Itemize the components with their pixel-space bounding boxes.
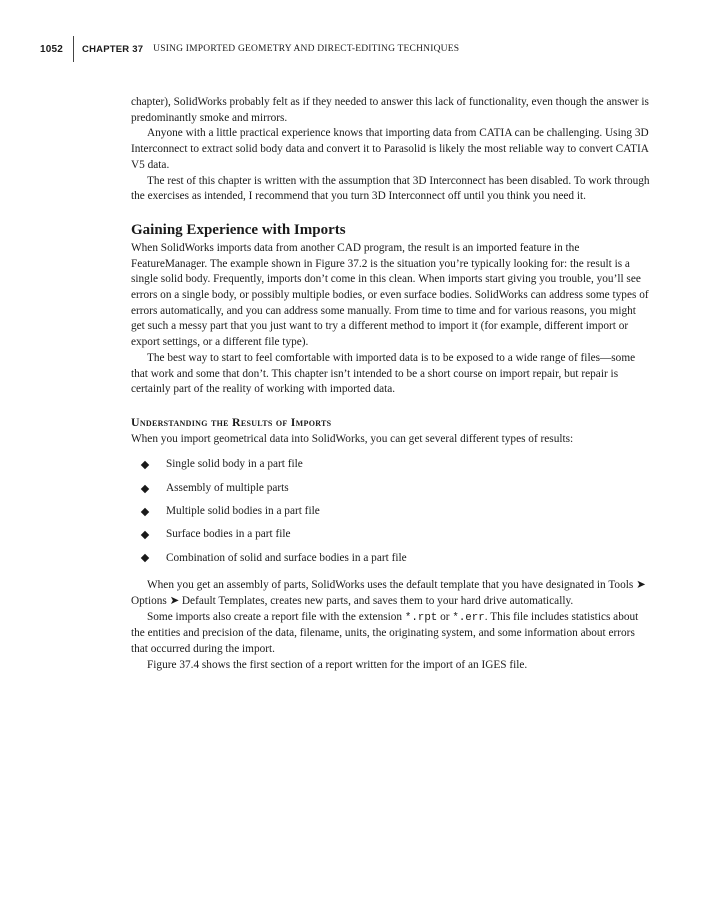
diamond-bullet-icon: [141, 531, 149, 539]
diamond-bullet-icon: [141, 508, 149, 516]
diamond-bullet-icon: [141, 461, 149, 469]
running-head: [40, 36, 459, 62]
list-item: [131, 477, 651, 500]
section1-paragraph-2: The best way to start to feel comfortable with imported data is to be exposed to a wide range of files—some that work and some that don’t. This chapter isn’t intended to be a short course on import repair, but repair is certainly part of the reality of working with imported data.: [131, 351, 636, 396]
extension-err: *.err: [452, 611, 485, 624]
intro-paragraph-1: chapter), SolidWorks probably felt as if they needed to answer this lack of functionality, even though the answer is predominantly smoke and mirrors.: [131, 96, 649, 124]
chapter-label: CHAPTER 37: [82, 43, 144, 55]
section2-paragraph-4: Figure 37.4 shows the first section of a report written for the import of an IGES file.: [147, 658, 528, 671]
intro-paragraph-3: The rest of this chapter is written with the assumption that 3D Interconnect has been disabled. To work through the exercises as intended, I recommend that you turn 3D Interconnect off until you think you need it.: [131, 174, 650, 203]
list-item: [131, 524, 651, 547]
list-item-text: Assembly of multiple parts: [166, 481, 289, 494]
list-item-text: Combination of solid and surface bodies in a part file: [166, 551, 407, 564]
diamond-bullet-icon: [141, 554, 149, 562]
list-item-text: Multiple solid bodies in a part file: [166, 505, 320, 518]
header-divider: [73, 36, 74, 62]
section-heading-gaining-experience: Gaining Experience with Imports: [131, 221, 346, 238]
chapter-title: USING IMPORTED GEOMETRY AND DIRECT-EDITING TECHNIQUES: [153, 44, 460, 54]
section2-paragraph-2: When you get an assembly of parts, SolidWorks uses the default template that you have designated in Tools ➤ Options ➤ Default Templates, creates new parts, and saves them to your hard drive automatically.: [131, 579, 646, 607]
list-item: [131, 500, 651, 523]
diamond-bullet-icon: [141, 484, 149, 492]
results-bullet-list: [131, 454, 651, 570]
list-item: [131, 547, 651, 570]
report-text-before: Some imports also create a report file with the extension: [147, 610, 405, 623]
page-number: 1052: [40, 43, 64, 55]
section2-paragraph-3: [131, 610, 651, 658]
section1-paragraph-1: When SolidWorks imports data from another CAD program, the result is an imported feature in the FeatureManager. The example shown in Figure 37.2 is the situation you’re typically looking for: the result is a single solid body. Frequently, imports don’t come in this clean. When imports start giving you trouble, you’ll see errors on a single body, or possibly multiple bodies, or even surface bodies. SolidWorks can address some types of errors automatically, and you can address some manually. From time to time and for various reasons, you might get such a messy part that you just want to try a different method to import it (for example, different import or export settings, or a different file type).: [131, 241, 649, 349]
report-text-or: or: [437, 610, 453, 623]
section2-paragraph-1: When you import geometrical data into SolidWorks, you can get several different types of results:: [131, 432, 574, 445]
list-item: [131, 454, 651, 477]
extension-rpt: *.rpt: [404, 611, 438, 624]
list-item-text: Surface bodies in a part file: [166, 528, 291, 541]
intro-paragraph-2: Anyone with a little practical experience knows that importing data from CATIA can be challenging. Using 3D Interconnect to extract solid body data and convert it to Parasolid is likely the most reliable way to convert CATIA V5 data.: [131, 127, 649, 171]
subsection-heading-understanding-results: Understanding the Results of Imports: [131, 414, 332, 429]
list-item-text: Single solid body in a part file: [166, 458, 303, 471]
page-body: [131, 95, 651, 673]
report-text-after: . This file includes statistics about the entities and precision of the data, filename, units, the originating system, and some information about errors that occurred during the import.: [131, 610, 639, 655]
